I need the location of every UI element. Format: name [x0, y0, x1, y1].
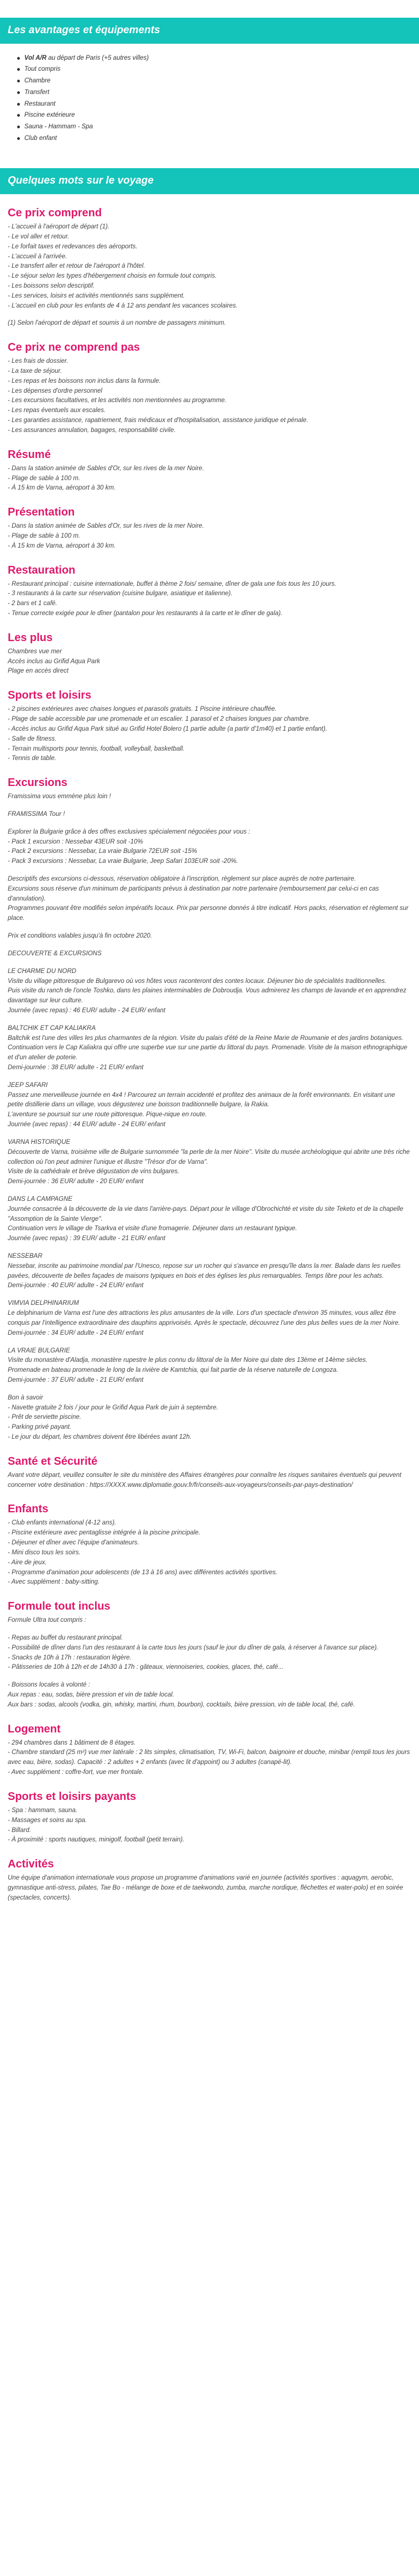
section-body	[8, 580, 411, 619]
section-line: Demi-journée : 36 EUR/ adulte - 20 EUR/ enfant	[8, 1178, 144, 1185]
amenities-banner: Les avantages et équipements	[0, 18, 419, 44]
section-line: - Les assurances annulation, bagages, responsabilité civile.	[8, 426, 176, 434]
section-title: Excursions	[8, 777, 67, 789]
section-line: - Terrain multisports pour tennis, football, volleyball, basketball.	[8, 745, 185, 752]
section-line: Demi-journée : 40 EUR/ adulte - 24 EUR/ enfant	[8, 1282, 144, 1289]
section-title: Les plus	[8, 631, 53, 644]
section-line: FRAMISSIMA Tour !	[8, 810, 65, 818]
section-line: Demi-journée : 34 EUR/ adulte - 24 EUR/ enfant	[8, 1329, 144, 1336]
section-line	[8, 867, 411, 875]
section-line: - Plage de sable accessible par une promenade et un escalier. 1 parasol et 2 chaises longues par chambre.	[8, 716, 311, 723]
section-block	[8, 1455, 411, 1491]
section-line: - Les repas éventuels aux escales.	[8, 407, 106, 414]
amenity-text: Club enfant	[24, 134, 57, 142]
section-line: Excursions sous réserve d'un minimum de participants prévus à destination par notre partenaire (remboursement par celui-ci en cas d'annulation).	[8, 885, 379, 902]
section-line: - Salle de fitness.	[8, 735, 57, 742]
section-line: LA VRAIE BULGARIE	[8, 1347, 70, 1354]
amenity-item	[24, 133, 419, 144]
section-line: Formule Ultra tout compris :	[8, 1617, 86, 1624]
section-line: - Plage de sable à 100 m.	[8, 532, 81, 539]
section-line: L'aventure se poursuit sur une route pittoresque. Pique-nique en route.	[8, 1111, 207, 1118]
section-body	[8, 1471, 411, 1491]
section-line: - Spa : hammam, sauna.	[8, 1807, 77, 1814]
amenity-text: Piscine extérieure	[24, 112, 75, 119]
section-line: - Déjeuner et dîner avec l'équipe d'animateurs.	[8, 1539, 139, 1547]
section-line: VIMVIA DELPHINARIUM	[8, 1300, 79, 1307]
section-line: - Avec supplément : baby-sitting.	[8, 1579, 100, 1586]
section-line: - Les garanties assistance, rapatriement, frais médicaux et d'hospitalisation, assistance juridique et pénale.	[8, 417, 308, 424]
section-line: - À 15 km de Varna, aéroport à 30 km.	[8, 542, 116, 549]
section-body	[8, 522, 411, 551]
section-line: - À 15 km de Varna, aéroport à 30 km.	[8, 485, 116, 492]
section-line: Descriptifs des excursions ci-dessous, réservation obligatoire à l'inscription, règlement sur place auprès de notre partenaire.	[8, 876, 356, 883]
section-line: (1) Selon l'aéroport de départ et soumis à un nombre de passagers minimum.	[8, 320, 226, 327]
section-line: Journée consacrée à la découverte de la vie dans l'arrière-pays. Départ pour le village d'Obrochichté et visite du site Teketo et de la chapelle "Assomption de la Sainte Vierge".	[8, 1205, 404, 1222]
section-line: - 3 restaurants à la carte sur réservation (cuisine bulgare, asiatique et italienne).	[8, 590, 233, 597]
section-line	[8, 1626, 411, 1633]
section-line: VARNA HISTORIQUE	[8, 1138, 71, 1146]
amenity-text: au départ de Paris (+5 autres villes)	[46, 54, 149, 61]
section-block	[8, 506, 411, 551]
section-line	[8, 1244, 411, 1252]
amenity-item	[24, 121, 419, 133]
section-line: - 294 chambres dans 1 bâtiment de 8 étages.	[8, 1739, 136, 1746]
section-line: JEEP SAFARI	[8, 1081, 48, 1089]
section-line: - Club enfants international (4-12 ans).	[8, 1519, 117, 1527]
section-block	[8, 689, 411, 764]
section-title: Formule tout inclus	[8, 1600, 111, 1613]
section-line: Plage en accès direct	[8, 668, 69, 675]
section-line: - 2 bars et 1 café.	[8, 600, 57, 607]
section-line	[8, 1673, 411, 1680]
section-line	[8, 1073, 411, 1081]
amenity-item	[24, 64, 419, 75]
section-line: - Parking privé payant.	[8, 1424, 72, 1431]
section-title: Ce prix comprend	[8, 207, 102, 220]
section-body	[8, 222, 411, 329]
section-line: - Dans la station animée de Sables d'Or, sur les rives de la mer Noire.	[8, 523, 205, 530]
section-body	[8, 1806, 411, 1845]
section-block	[8, 776, 411, 1443]
amenity-item	[24, 110, 419, 121]
section-line: BALTCHIK ET CAP KALIAKRA	[8, 1024, 96, 1032]
section-body	[8, 1616, 411, 1710]
section-line: - La taxe de séjour.	[8, 368, 62, 375]
amenity-item	[24, 75, 419, 87]
section-line	[8, 1130, 411, 1138]
section-line: - Programme d'animation pour adolescents (de 13 à 16 ans) avec différentes activités sportives.	[8, 1569, 277, 1576]
section-line: - L'accueil en club pour les enfants de 4 à 12 ans pendant les vacances scolaires.	[8, 302, 238, 309]
section-line: Programmes pouvant être modifiés selon impératifs locaux. Prix par personne donnés à titre indicatif. Hors packs, réservation et règlement sur place.	[8, 905, 408, 922]
section-line: Puis visite du ranch de l'oncle Toshko, dans les plaines interminables de Dobroudja. Vous admirerez les champs de lavande et en apprendrez davantage sur leur culture.	[8, 987, 407, 1005]
section-line: - Les dépenses d'ordre personnel	[8, 387, 102, 394]
section-title: Résumé	[8, 448, 51, 461]
section-line: Une équipe d'animation internationale vous propose un programme d'animations varié en journée (activités sportives : aquagym, aerobic, gymnastique anti-stress, pilates, Tae Bo - mélange de boxe et de taekwondo, zumba, marche nordique, fléchettes et water-polo) et en soirée (spectacles, concerts).	[8, 1875, 404, 1901]
section-line: - Dans la station animée de Sables d'Or, sur les rives de la mer Noire.	[8, 465, 205, 472]
section-line: - 2 piscines extérieures avec chaises longues et parasols gratuits. 1 Piscine intérieure chauffée.	[8, 706, 277, 713]
section-line: - Boissons locales à volonté :	[8, 1682, 90, 1689]
section-line: - Tennis de table.	[8, 755, 56, 762]
amenity-item	[24, 98, 419, 110]
amenity-text: Tout compris	[24, 66, 61, 73]
section-line: - Navette gratuite 2 fois / jour pour le Grifid Aqua Park de juin à septembre.	[8, 1404, 218, 1411]
amenities-list	[0, 53, 419, 144]
section-line: - Billard.	[8, 1826, 32, 1834]
section-title: Enfants	[8, 1503, 49, 1516]
section-line: Avant votre départ, veuillez consulter le site du ministère des Affaires étrangères pour connaître les risques sanitaires éventuels qui peuvent concerner votre destination : https://XXXX.www.diplomatie.gouv.fr/fr/conseils-aux-voyageurs/conseils-par-pays-destination/	[8, 1471, 402, 1489]
section-line: - Les frais de dossier.	[8, 358, 69, 365]
section-line	[8, 820, 411, 828]
section-line: Demi-journée : 37 EUR/ adulte - 21 EUR/ enfant	[8, 1376, 144, 1383]
section-line: - Mini disco tous les soirs.	[8, 1549, 81, 1556]
section-line: Accès inclus au Grifid Aqua Park	[8, 658, 101, 665]
section-block	[8, 341, 411, 436]
section-line: Baltchik est l'une des villes les plus charmantes de la région. Visite du palais d'été de la Reine Marie de Roumanie et des jardins botaniques. Continuation vers le Cap Kaliakra qui offre une superbe vue sur une partie du littoral du pays. Promenade. Visite de la maison ethnographique et d'un atelier de poterie.	[8, 1034, 407, 1061]
section-line: LE CHARME DU NORD	[8, 967, 76, 975]
section-line: Explorer la Bulgarie grâce à des offres exclusives spécialement négociées pour vous :	[8, 828, 250, 835]
section-block	[8, 564, 411, 619]
section-line: Journée (avec repas) : 39 EUR/ adulte - 21 EUR/ enfant	[8, 1235, 166, 1242]
section-line: - Accès inclus au Grifid Aqua Park situé au Grifid Hotel Bolero (1 partie adulte (a partir d'1m40) et 1 partie enfant).	[8, 725, 327, 732]
trip-sections	[0, 194, 419, 1914]
section-line: - À proximité : sports nautiques, minigolf, football (petit terrain).	[8, 1836, 185, 1844]
section-body	[8, 705, 411, 764]
section-title: Logement	[8, 1722, 61, 1735]
section-body	[8, 1518, 411, 1588]
section-title: Santé et Sécurité	[8, 1455, 98, 1467]
section-body	[8, 1874, 411, 1903]
section-body	[8, 1739, 411, 1778]
section-line	[8, 941, 411, 949]
section-line: Continuation vers le village de Tsarkva et visite d'une fromagerie. Déjeuner dans un restaurant typique.	[8, 1225, 297, 1232]
section-line: - Prêt de serviette piscine.	[8, 1414, 81, 1421]
section-line: - Le transfert aller et retour de l'aéroport à l'hôtel.	[8, 263, 145, 270]
section-line: Journée (avec repas) : 46 EUR/ adulte - 24 EUR/ enfant	[8, 1007, 166, 1014]
section-line: - Repas au buffet du restaurant principal.	[8, 1634, 123, 1641]
section-line: - Tenue correcte exigée pour le dîner (pantalon pour les restaurants à la carte et le dîner de gala).	[8, 610, 282, 617]
amenity-text: Restaurant	[24, 100, 56, 107]
section-block	[8, 206, 411, 329]
trip-banner: Quelques mots sur le voyage	[0, 168, 419, 194]
section-line: Visite du village pittoresque de Bulgarevo où vos hôtes vous raconteront des contes locaux. Déjeuner bio de spécialités traditionnelles.	[8, 977, 387, 985]
section-line: - Pâtisseries de 10h à 12h et de 14h30 à 17h : gâteaux, viennoiseries, cookies, glaces, thé, café...	[8, 1664, 284, 1671]
section-line: Nessebar, inscrite au patrimoine mondial par l'Unesco, repose sur un rocher qui s'avance en presqu'île dans la mer. Balade dans les ruelles pavées, découverte de belles façades de maisons typiques en bois et des églises les plus remarquables. Temps libre pour les achats.	[8, 1262, 401, 1279]
section-line: - Massages et soins au spa.	[8, 1817, 87, 1824]
section-line: Journée (avec repas) : 44 EUR/ adulte - 24 EUR/ enfant	[8, 1121, 166, 1128]
section-block	[8, 631, 411, 676]
section-body	[8, 647, 411, 676]
section-block	[8, 1722, 411, 1778]
section-line: - Les excursions facultatives, et les activités non mentionnées au programme.	[8, 397, 227, 404]
section-line: - Les repas et les boissons non inclus dans la formule.	[8, 377, 161, 384]
section-title: Ce prix ne comprend pas	[8, 341, 140, 354]
section-block	[8, 1790, 411, 1845]
section-line: Aux bars : sodas, alcools (vodka, gin, whisky, martini, rhum, bourbon), cocktails, bière pression, vin de table local, thé, café.	[8, 1701, 355, 1708]
section-line: - L'accueil à l'aéroport de départ (1).	[8, 223, 110, 231]
section-line: - Pack 2 excursions : Nessebar, La vraie Bulgarie 72EUR soit -15%	[8, 848, 197, 855]
section-line: Chambres vue mer	[8, 648, 62, 655]
section-line	[8, 959, 411, 967]
section-line: - Les services, loisirs et activités mentionnés sans supplément.	[8, 292, 185, 299]
section-block	[8, 448, 411, 493]
section-body	[8, 357, 411, 436]
section-line: - Plage de sable à 100 m.	[8, 475, 81, 482]
page	[0, 18, 419, 1914]
section-block	[8, 1600, 411, 1710]
section-title: Restauration	[8, 564, 76, 576]
section-line: - Chambre standard (25 m²) vue mer latérale : 2 lits simples, climatisation, TV, Wi-Fi, balcon, baignoire et douche, minibar (rempli tous les jours avec eau, bière, sodas). Capacité : 2 adultes + 2 enfants (avec lit d'appoint) ou 3 adultes (canapé-lit).	[8, 1749, 410, 1766]
section-line	[8, 924, 411, 931]
section-title: Activités	[8, 1858, 54, 1871]
section-line: - Pack 1 excursion : Nessebar 43EUR soit -10%	[8, 838, 143, 845]
section-title: Sports et loisirs payants	[8, 1790, 137, 1803]
section-line: Demi-journée : 38 EUR/ adulte - 21 EUR/ enfant	[8, 1064, 144, 1071]
amenity-item	[24, 53, 419, 64]
section-line: - Le forfait taxes et redevances des aéroports.	[8, 243, 138, 250]
section-line	[8, 1386, 411, 1393]
section-line: Bon à savoir	[8, 1394, 43, 1401]
amenity-text: Transfert	[24, 89, 50, 96]
section-line: Découverte de Varna, troisième ville de Bulgarie surnommée "la perle de la mer Noire". Visite du musée archéologique qui abrite une très riche collection où l'on peut admirer l'unique et illustre "Trésor d'or de Varna".	[8, 1148, 410, 1165]
section-line: Visite de la cathédrale et brève dégustation de vins bulgares.	[8, 1168, 180, 1175]
section-line: - L'accueil à l'arrivée.	[8, 253, 67, 260]
section-line: DANS LA CAMPAGNE	[8, 1195, 72, 1203]
section-line: - Le séjour selon les types d'hébergement choisis en formule tout compris.	[8, 273, 217, 280]
section-line: Passez une merveilleuse journée en 4x4 ! Parcourez un terrain accidenté et profitez des animaux de la forêt environnants. En visitant une petite distillerie dans un village, vous dégusterez une boisson traditionnelle bulgare, la Rakia.	[8, 1091, 395, 1109]
section-line: Le delphinarium de Varna est l'une des attractions les plus amusantes de la ville. Lors d'un spectacle d'environ 35 minutes, vous allez être conquis par l'intelligence extraordinaire des dauphins apprivoisés. Après le spectacle, découvrez l'une des plus belles vues de la mer Noire.	[8, 1310, 400, 1326]
section-line	[8, 1339, 411, 1346]
amenity-bold: Vol A/R	[24, 54, 47, 61]
section-body	[8, 792, 411, 1443]
section-line: Prix et conditions valables jusqu'à fin octobre 2020.	[8, 933, 153, 940]
amenity-text: Chambre	[24, 77, 51, 85]
section-line: - Piscine extérieure avec pentaglisse intégrée à la piscine principale.	[8, 1529, 201, 1537]
section-line	[8, 311, 411, 319]
section-title: Présentation	[8, 506, 75, 519]
section-line: - Avec supplément : coffre-fort, vue mer frontale.	[8, 1769, 144, 1776]
section-line: Visite du monastère d'Aladja, monastère rupestre le plus connu du littoral de la Mer Noire qui date des 13ème et 14ème siècles.	[8, 1357, 368, 1364]
section-line: NESSEBAR	[8, 1253, 43, 1260]
amenity-text: Sauna - Hammam - Spa	[24, 123, 93, 130]
section-line: Promenade en bateau promenade le long de la rivière de Kamtchia, qui fait partie de la réserve naturelle de Longoza.	[8, 1367, 338, 1374]
section-line	[8, 1291, 411, 1299]
section-line	[8, 1016, 411, 1024]
section-line: Aux repas : eau, sodas, bière pression et vin de table local.	[8, 1692, 175, 1699]
section-body	[8, 464, 411, 493]
section-line: - Le jour du départ, les chambres doivent être libérées avant 12h.	[8, 1434, 192, 1441]
section-line: - Les boissons selon descriptif.	[8, 282, 95, 289]
section-line: Framissima vous emmène plus loin !	[8, 793, 111, 800]
section-title: Sports et loisirs	[8, 689, 92, 702]
amenity-item	[24, 87, 419, 98]
section-line: - Le vol aller et retour.	[8, 233, 70, 240]
section-block	[8, 1857, 411, 1903]
section-line: - Pack 3 excursions : Nessebar, La vraie Bulgarie, Jeep Safari 103EUR soit -20%.	[8, 858, 238, 865]
section-line: - Aire de jeux.	[8, 1559, 47, 1566]
section-line: - Snacks de 10h à 17h : restauration légère.	[8, 1654, 132, 1661]
section-line: - Possibilité de dîner dans l'un des restaurant à la carte tous les jours (sauf le jour du dîner de gala, à réserver à l'avance sur place).	[8, 1644, 379, 1651]
section-line: - Restaurant principal : cuisine internationale, buffet à thème 2 fois/ semaine, dîner de gala une fois tous les 10 jours.	[8, 580, 337, 587]
section-block	[8, 1502, 411, 1588]
section-line: DECOUVERTE & EXCURSIONS	[8, 950, 102, 957]
section-line	[8, 1187, 411, 1195]
section-line	[8, 802, 411, 810]
